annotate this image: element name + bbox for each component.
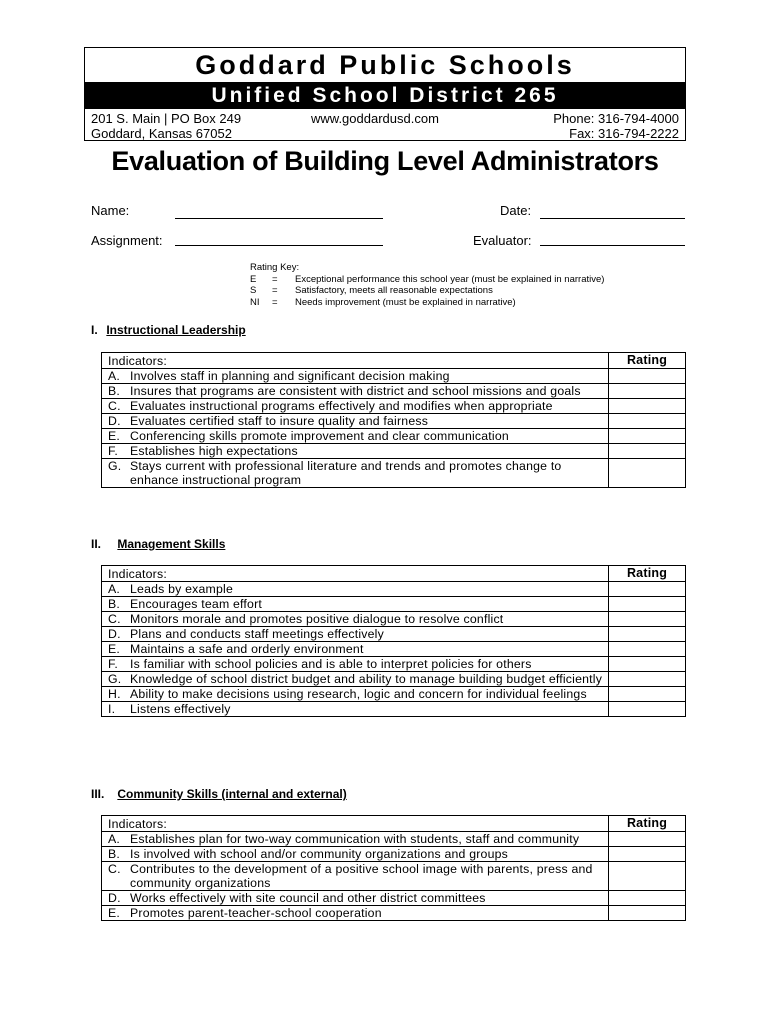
indicator-text: Is involved with school and/or community organizations and groups: [130, 847, 509, 861]
indicator-row: [102, 414, 686, 429]
rating-cell[interactable]: [609, 687, 686, 702]
assignment-field[interactable]: [175, 245, 383, 246]
indicator-letter: B.: [108, 847, 121, 861]
section-title: Management Skills: [117, 537, 226, 551]
indicator-letter: F.: [108, 657, 118, 671]
indicator-row: [102, 642, 686, 657]
indicator-letter: E.: [108, 642, 121, 656]
indicator-text: Evaluates instructional programs effectively and modifies when appropriate: [130, 399, 553, 413]
indicator-letter: C.: [108, 862, 121, 876]
rating-key-code: S: [250, 285, 257, 296]
indicator-letter: E.: [108, 906, 121, 920]
indicator-row: [102, 832, 686, 847]
rating-cell[interactable]: [609, 582, 686, 597]
indicator-text: Involves staff in planning and significant decision making: [130, 369, 450, 383]
rating-cell[interactable]: [609, 642, 686, 657]
indicator-letter: D.: [108, 414, 121, 428]
rating-cell[interactable]: [609, 414, 686, 429]
assignment-label: Assignment:: [91, 233, 163, 248]
rating-key-equals: =: [272, 296, 278, 308]
rating-header: Rating: [609, 816, 686, 832]
date-label: Date:: [500, 203, 532, 218]
indicator-text: Leads by example: [130, 582, 234, 596]
rating-key-code: NI: [250, 296, 260, 308]
indicator-row: [102, 399, 686, 414]
address-line-1: 201 S. Main | PO Box 249: [91, 111, 242, 126]
rating-key-code: E: [250, 273, 257, 285]
section-number: III.: [91, 787, 105, 801]
rating-key-desc: Exceptional performance this school year (must be explained in narrative): [295, 273, 605, 285]
indicator-row: [102, 444, 686, 459]
indicator-text: Evaluates certified staff to insure quality and fairness: [130, 414, 429, 428]
indicator-row: [102, 459, 686, 488]
rating-cell[interactable]: [609, 597, 686, 612]
district-banner: Unified School District 265: [85, 82, 685, 109]
section-heading-2: [91, 537, 225, 551]
rating-cell[interactable]: [609, 832, 686, 847]
indicator-row: [102, 891, 686, 906]
section-title: Community Skills (internal and external): [117, 787, 347, 801]
indicator-letter: D.: [108, 891, 121, 905]
rating-cell[interactable]: [609, 429, 686, 444]
indicator-text: Works effectively with site council and other district committees: [130, 891, 486, 905]
rating-cell[interactable]: [609, 399, 686, 414]
website: www.goddardusd.com: [311, 111, 439, 126]
indicators-label: Indicators:: [102, 816, 609, 832]
section-number: I.: [91, 323, 98, 337]
indicator-text: Listens effectively: [130, 702, 231, 716]
rating-key-equals: =: [272, 285, 278, 296]
indicator-text: Conferencing skills promote improvement and clear communication: [130, 429, 509, 443]
page-title: Evaluation of Building Level Administrators: [111, 146, 659, 176]
rating-key-desc: Needs improvement (must be explained in narrative): [295, 296, 516, 308]
indicator-row: [102, 657, 686, 672]
indicator-row: [102, 582, 686, 597]
indicator-letter: A.: [108, 832, 121, 846]
org-name: Goddard Public Schools: [195, 50, 575, 80]
indicator-text: Promotes parent-teacher-school cooperation: [130, 906, 382, 920]
evaluator-label: Evaluator:: [473, 233, 532, 248]
section-title: Instructional Leadership: [106, 323, 246, 337]
indicator-text: Establishes plan for two-way communication with students, staff and community: [130, 832, 580, 846]
indicator-letter: B.: [108, 597, 121, 611]
fax: Fax: 316-794-2222: [569, 126, 679, 141]
indicator-letter: E.: [108, 429, 121, 443]
section-2-table: [101, 565, 686, 717]
indicator-letter: A.: [108, 369, 121, 383]
indicator-row: [102, 862, 686, 891]
date-field[interactable]: [540, 218, 685, 219]
indicator-row: [102, 687, 686, 702]
rating-key-heading: Rating Key:: [250, 262, 300, 273]
rating-key-desc: Satisfactory, meets all reasonable expectations: [295, 285, 493, 296]
phone: Phone: 316-794-4000: [553, 111, 679, 126]
indicator-text: Establishes high expectations: [130, 444, 298, 458]
rating-cell[interactable]: [609, 847, 686, 862]
indicator-row: [102, 702, 686, 717]
rating-cell[interactable]: [609, 891, 686, 906]
rating-cell[interactable]: [609, 612, 686, 627]
indicator-letter: C.: [108, 399, 121, 413]
indicator-row: [102, 627, 686, 642]
rating-key-row: [250, 297, 604, 309]
indicator-text: Insures that programs are consistent with district and school missions and goals: [130, 384, 581, 398]
indicator-row: [102, 369, 686, 384]
name-label: Name:: [91, 203, 130, 218]
indicator-text: Plans and conducts staff meetings effectively: [130, 627, 384, 641]
section-number: II.: [91, 537, 102, 551]
indicator-text: Ability to make decisions using research, logic and concern for individual feelings: [130, 687, 587, 701]
indicator-row: [102, 429, 686, 444]
indicator-text: Stays current with professional literature and trends and promotes change to enhance instructional program: [130, 459, 562, 487]
indicators-label: Indicators:: [102, 353, 609, 369]
indicator-letter: D.: [108, 627, 121, 641]
indicator-letter: G.: [108, 672, 122, 686]
section-heading-3: [91, 787, 347, 801]
section-1-table: [101, 352, 686, 488]
letterhead: [84, 47, 686, 141]
rating-cell[interactable]: [609, 627, 686, 642]
indicator-letter: F.: [108, 444, 118, 458]
rating-key-equals: =: [272, 273, 278, 285]
indicator-letter: G.: [108, 459, 122, 473]
rating-cell[interactable]: [609, 657, 686, 672]
indicator-row: [102, 672, 686, 687]
rating-cell[interactable]: [609, 444, 686, 459]
indicator-row: [102, 906, 686, 921]
indicator-text: Knowledge of school district budget and ability to manage building budget efficiently: [130, 672, 603, 686]
address-line-2: Goddard, Kansas 67052: [91, 126, 232, 141]
indicator-text: Maintains a safe and orderly environment: [130, 642, 364, 656]
rating-cell[interactable]: [609, 459, 686, 488]
name-field[interactable]: [175, 218, 383, 219]
rating-header: Rating: [609, 566, 686, 582]
rating-cell[interactable]: [609, 702, 686, 717]
rating-key-row: [250, 274, 604, 286]
indicator-text: Monitors morale and promotes positive dialogue to resolve conflict: [130, 612, 504, 626]
indicator-letter: A.: [108, 582, 121, 596]
indicator-text: Is familiar with school policies and is able to interpret policies for others: [130, 657, 532, 671]
indicator-letter: C.: [108, 612, 121, 626]
rating-cell[interactable]: [609, 369, 686, 384]
section-heading-1: [91, 323, 246, 337]
indicator-text: Encourages team effort: [130, 597, 262, 611]
rating-cell[interactable]: [609, 384, 686, 399]
indicator-row: [102, 847, 686, 862]
section-3-table: [101, 815, 686, 921]
indicator-letter: B.: [108, 384, 121, 398]
indicators-label: Indicators:: [102, 566, 609, 582]
rating-cell[interactable]: [609, 672, 686, 687]
evaluator-field[interactable]: [540, 245, 685, 246]
indicator-letter: H.: [108, 687, 121, 701]
indicator-text: Contributes to the development of a positive school image with parents, press and community organizations: [130, 862, 593, 890]
indicator-row: [102, 384, 686, 399]
rating-header: Rating: [609, 353, 686, 369]
rating-key: [250, 262, 604, 308]
rating-cell[interactable]: [609, 862, 686, 891]
rating-key-row: [250, 285, 604, 297]
indicator-letter: I.: [108, 702, 116, 716]
indicator-row: [102, 612, 686, 627]
indicator-row: [102, 597, 686, 612]
rating-cell[interactable]: [609, 906, 686, 921]
